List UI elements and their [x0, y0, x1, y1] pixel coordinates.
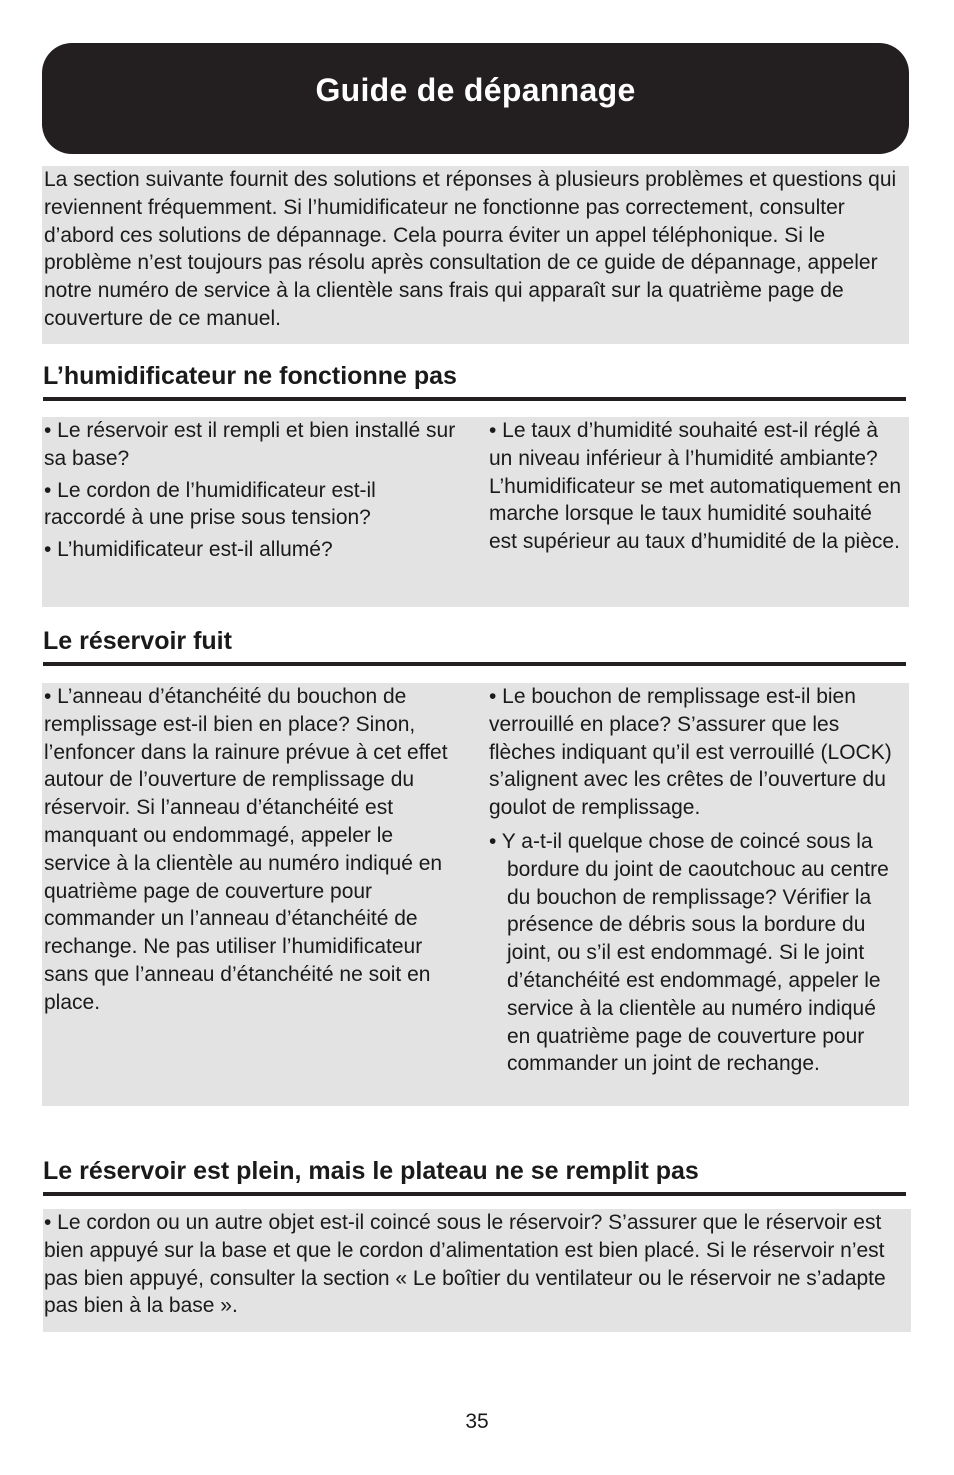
title-banner [42, 43, 909, 154]
section-heading-not-working: L’humidificateur ne fonctionne pas [43, 362, 906, 401]
right-column [489, 683, 909, 1106]
intro-paragraph: La section suivante fournit des solutions et réponses à plusieurs problèmes et questions qui reviennent fréquemment. Si l’humidificateur ne fonctionne pas correctement, consulter d’abord ces solutions de dépannage. Cela pourra éviter un appel téléphonique. Si le problème n’est toujours pas résolu après consultation de ce guide de dépannage, appeler notre numéro de service à la clientèle sans frais qui apparaît sur la quatrième page de couverture de ce manuel. [42, 166, 909, 344]
list-item: • Le réservoir est il rempli et bien installé sur sa base? [44, 419, 456, 470]
list-item: • Le bouchon de remplissage est-il bien verrouillé en place? S’assurer que les flèches indiquant qu’il est verrouillé (LOCK) s’alignent avec les crêtes de l’ouverture du goulot de remplissage. [489, 685, 892, 820]
list-item: • Y a-t-il quelque chose de coincé sous la bordure du joint de caoutchouc au centre du bouchon de remplissage? Vérifier la présence de débris sous la bordure du joint, ou s’il est endommagé. Si le joint d’étanchéité est endommagé, appeler le service à la clientèle au numéro indiqué en quatrième page de couverture pour commander un joint de rechange. [489, 829, 889, 1076]
list-item: • L’anneau d’étanchéité du bouchon de remplissage est-il bien en place? Sinon, l’enfoncer dans la rainure prévue à cet effet autour de l’ouverture de remplissage du réservoir. Si l’anneau d’étanchéité est manquant ou endommagé, appeler le service à la clientèle au numéro indiqué en quatrième page de couverture pour commander un l’anneau d’étanchéité de rechange. Ne pas utiliser l’humidificateur sans que l’anneau d’étanchéité ne soit en place. [44, 685, 448, 1014]
list-item: • Le taux d’humidité souhaité est-il réglé à un niveau inférieur à l’humidité ambiante? L’humidificateur se met automatiquement en marche lorsque le taux humidité souhaité est supérieur au taux d’humidité de la pièce. [489, 419, 902, 554]
section-heading-leak: Le réservoir fuit [43, 627, 906, 666]
left-column [42, 683, 460, 1106]
section-heading-tray: Le réservoir est plein, mais le plateau ne se remplit pas [43, 1157, 906, 1196]
section-box-leak [42, 683, 909, 1106]
list-item: • L’humidificateur est-il allumé? [44, 538, 333, 562]
list-item: • Le cordon de l’humidificateur est-il raccordé à une prise sous tension? [44, 478, 376, 530]
left-column [42, 417, 460, 607]
right-column [489, 417, 909, 607]
section-box-tray: • Le cordon ou un autre objet est-il coincé sous le réservoir? S’assurer que le réservoir est bien appuyé sur la base et que le cordon d’alimentation est bien placé. Si le réservoir n’est pas bien appuyé, consulter la section « Le boîtier du ventilateur ou le réservoir ne s’adapte pas bien à la base ». [43, 1209, 911, 1332]
page-number: 35 [465, 1410, 489, 1433]
page-title: Guide de dépannage [315, 72, 636, 108]
section-box-not-working [42, 417, 909, 607]
